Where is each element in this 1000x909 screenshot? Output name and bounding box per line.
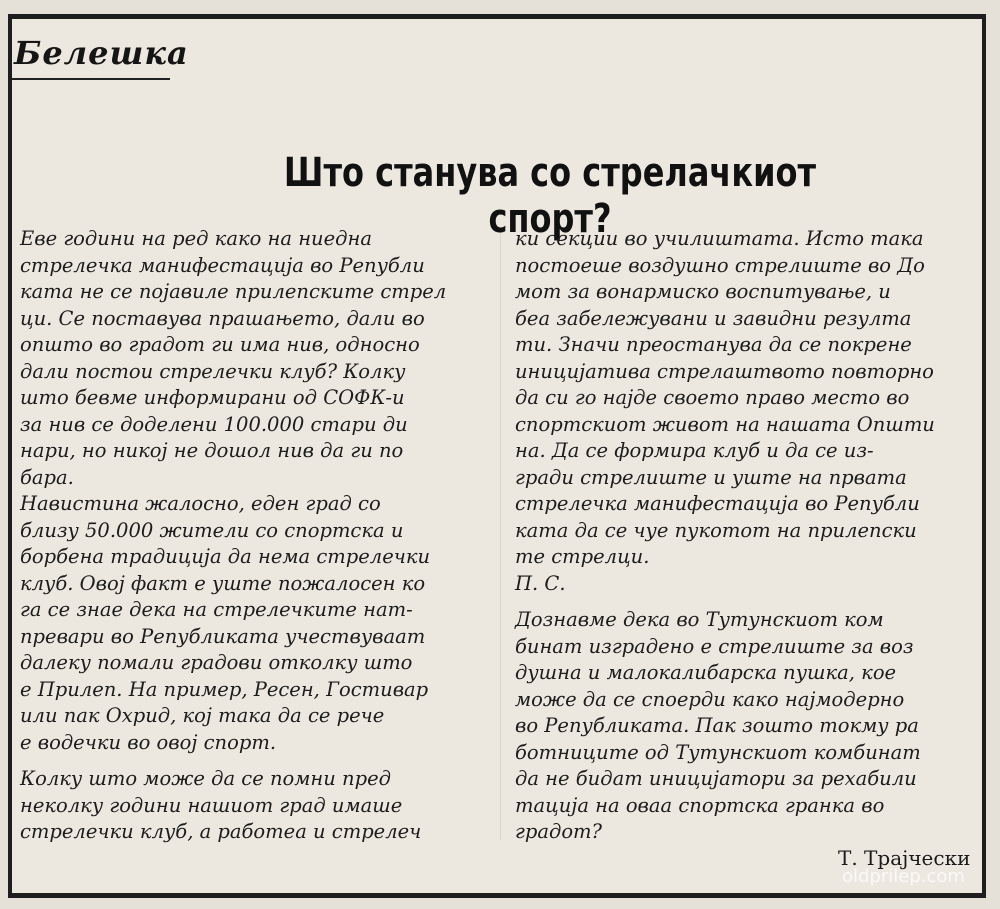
text-line: превари во Републиката учествуваат <box>20 624 426 648</box>
text-line: стрелечка манифестација во Републи <box>515 492 920 515</box>
text-line: ци. Се поставува прашањето, дали во <box>20 306 425 330</box>
rubric-underline <box>12 78 170 80</box>
text-line: во Републиката. Пак зошто токму ра <box>515 714 919 737</box>
article-headline: Што станува со стрелачкиот спорт? <box>283 150 817 242</box>
text-line: тација на оваа спортска гранка во <box>515 793 885 817</box>
text-line: беа забележувани и завидни резулта <box>515 306 912 330</box>
text-line: бара. <box>20 465 74 489</box>
text-line: те стрелци. <box>515 545 650 568</box>
text-line: ботниците од Тутунскиот комбинат <box>515 740 921 764</box>
text-line: близу 50.000 жители со спортска и <box>20 518 404 542</box>
text-line: на. Да се формира клуб и да се из- <box>515 439 874 462</box>
text-line: Навистина жалосно, еден град со <box>20 492 381 515</box>
text-line: далеку помали градови отколку што <box>20 651 413 674</box>
text-line: постоеше воздушно стрелиште во До <box>515 253 925 277</box>
text-line: га се знае дека на стрелечките нат- <box>20 598 413 621</box>
text-line: неколку години нашиот град имаше <box>20 793 403 817</box>
watermark: oldprilep.com <box>842 866 965 887</box>
left-column <box>20 226 490 846</box>
text-line: може да се споерди како најмодерно <box>515 687 905 711</box>
text-line: бинат изградено е стрелиште за воз <box>515 634 914 658</box>
text-line: што бевме информирани од СОФК-и <box>20 386 405 409</box>
author-signature: Т. Трајчески <box>838 846 971 870</box>
text-line: нари, но никој не дошол нив да ги по <box>20 439 404 462</box>
rubric-label: Белешка <box>14 34 189 72</box>
text-line: спортскиот живот на нашата Општи <box>515 412 935 436</box>
text-line: Колку што може да се помни пред <box>20 767 391 790</box>
text-line: или пак Охрид, кој така да се рече <box>20 704 385 727</box>
text-line: е Прилеп. На пример, Ресен, Гостивар <box>20 677 429 701</box>
text-line: гради стрелиште и уште на првата <box>515 465 907 489</box>
text-line: е водечки во овој спорт. <box>20 730 277 754</box>
text-line: да не бидат иницијатори за рехабили <box>515 767 917 790</box>
text-line: ката не се појавиле прилепските стрел <box>20 280 447 303</box>
text-line: ката да се чуе пукотот на прилепски <box>515 518 917 542</box>
text-line: Еве години на ред како на ниедна <box>20 227 372 250</box>
text-line: стрелечка манифестација во Републи <box>20 253 425 277</box>
paragraph-gap <box>515 597 985 607</box>
paragraph-gap <box>20 756 490 766</box>
text-line: П. С. <box>515 571 566 595</box>
text-line: да си го најде своето право место во <box>515 386 910 409</box>
text-line: мот за вонармиско воспитување, и <box>515 280 891 303</box>
text-line: иницијатива стрелаштвото повторно <box>515 359 934 383</box>
text-line: дали постои стрелечки клуб? Колку <box>20 359 406 383</box>
column-divider <box>500 230 501 840</box>
text-line: општо во градот ги има нив, односно <box>20 333 420 356</box>
text-line: клуб. Овој факт е уште пожалосен ко <box>20 571 426 595</box>
text-line: градот? <box>515 820 603 843</box>
text-line: душна и малокалибарска пушка, кое <box>515 661 897 684</box>
text-line: за нив се доделени 100.000 стари ди <box>20 412 408 436</box>
text-line: ти. Значи преостанува да се покрене <box>515 333 912 356</box>
right-column <box>515 226 985 846</box>
text-line: Дознавме дека во Тутунскиот ком <box>515 608 884 631</box>
text-line: борбена традиција да нема стрелечки <box>20 545 431 568</box>
text-line: ки секции во училиштата. Исто така <box>515 227 924 250</box>
text-line: стрелечки клуб, а работеа и стрелеч <box>20 820 422 843</box>
